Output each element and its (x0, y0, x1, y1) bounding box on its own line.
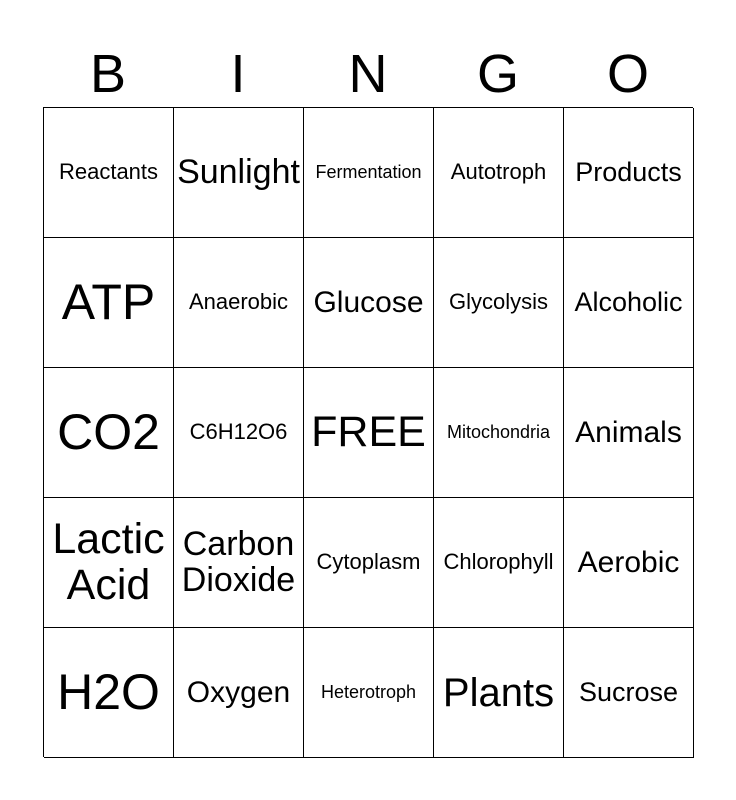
bingo-cell[interactable]: C6H12O6 (174, 368, 304, 498)
header-letter-b: B (89, 44, 127, 104)
bingo-cell[interactable]: Glucose (304, 238, 434, 368)
bingo-cell[interactable]: Cytoplasm (304, 498, 434, 628)
bingo-cell[interactable]: Alcoholic (564, 238, 694, 368)
header-letter-n: N (348, 44, 388, 104)
bingo-cell[interactable]: Fermentation (304, 108, 434, 238)
bingo-cell[interactable]: Aerobic (564, 498, 694, 628)
free-space-cell[interactable]: FREE (304, 368, 434, 498)
bingo-cell[interactable]: Oxygen (174, 628, 304, 758)
bingo-cell[interactable]: Heterotroph (304, 628, 434, 758)
bingo-cell[interactable]: Autotroph (434, 108, 564, 238)
bingo-cell[interactable]: Sucrose (564, 628, 694, 758)
bingo-cell[interactable]: Animals (564, 368, 694, 498)
header-letter-g: G (476, 44, 519, 104)
bingo-cell[interactable]: CO2 (44, 368, 174, 498)
header-letter-i: I (230, 44, 246, 104)
bingo-cell[interactable]: Lactic Acid (44, 498, 174, 628)
bingo-cell[interactable]: Chlorophyll (434, 498, 564, 628)
bingo-cell[interactable]: Reactants (44, 108, 174, 238)
bingo-cell[interactable]: ATP (44, 238, 174, 368)
bingo-cell[interactable]: Plants (434, 628, 564, 758)
bingo-cell[interactable]: Carbon Dioxide (174, 498, 304, 628)
header-letter-o: O (606, 44, 649, 104)
bingo-cell[interactable]: H2O (44, 628, 174, 758)
bingo-cell[interactable]: Sunlight (174, 108, 304, 238)
bingo-board (43, 107, 693, 757)
bingo-header (43, 40, 693, 108)
bingo-cell[interactable]: Anaerobic (174, 238, 304, 368)
bingo-cell[interactable]: Products (564, 108, 694, 238)
bingo-cell[interactable]: Glycolysis (434, 238, 564, 368)
bingo-cell[interactable]: Mitochondria (434, 368, 564, 498)
